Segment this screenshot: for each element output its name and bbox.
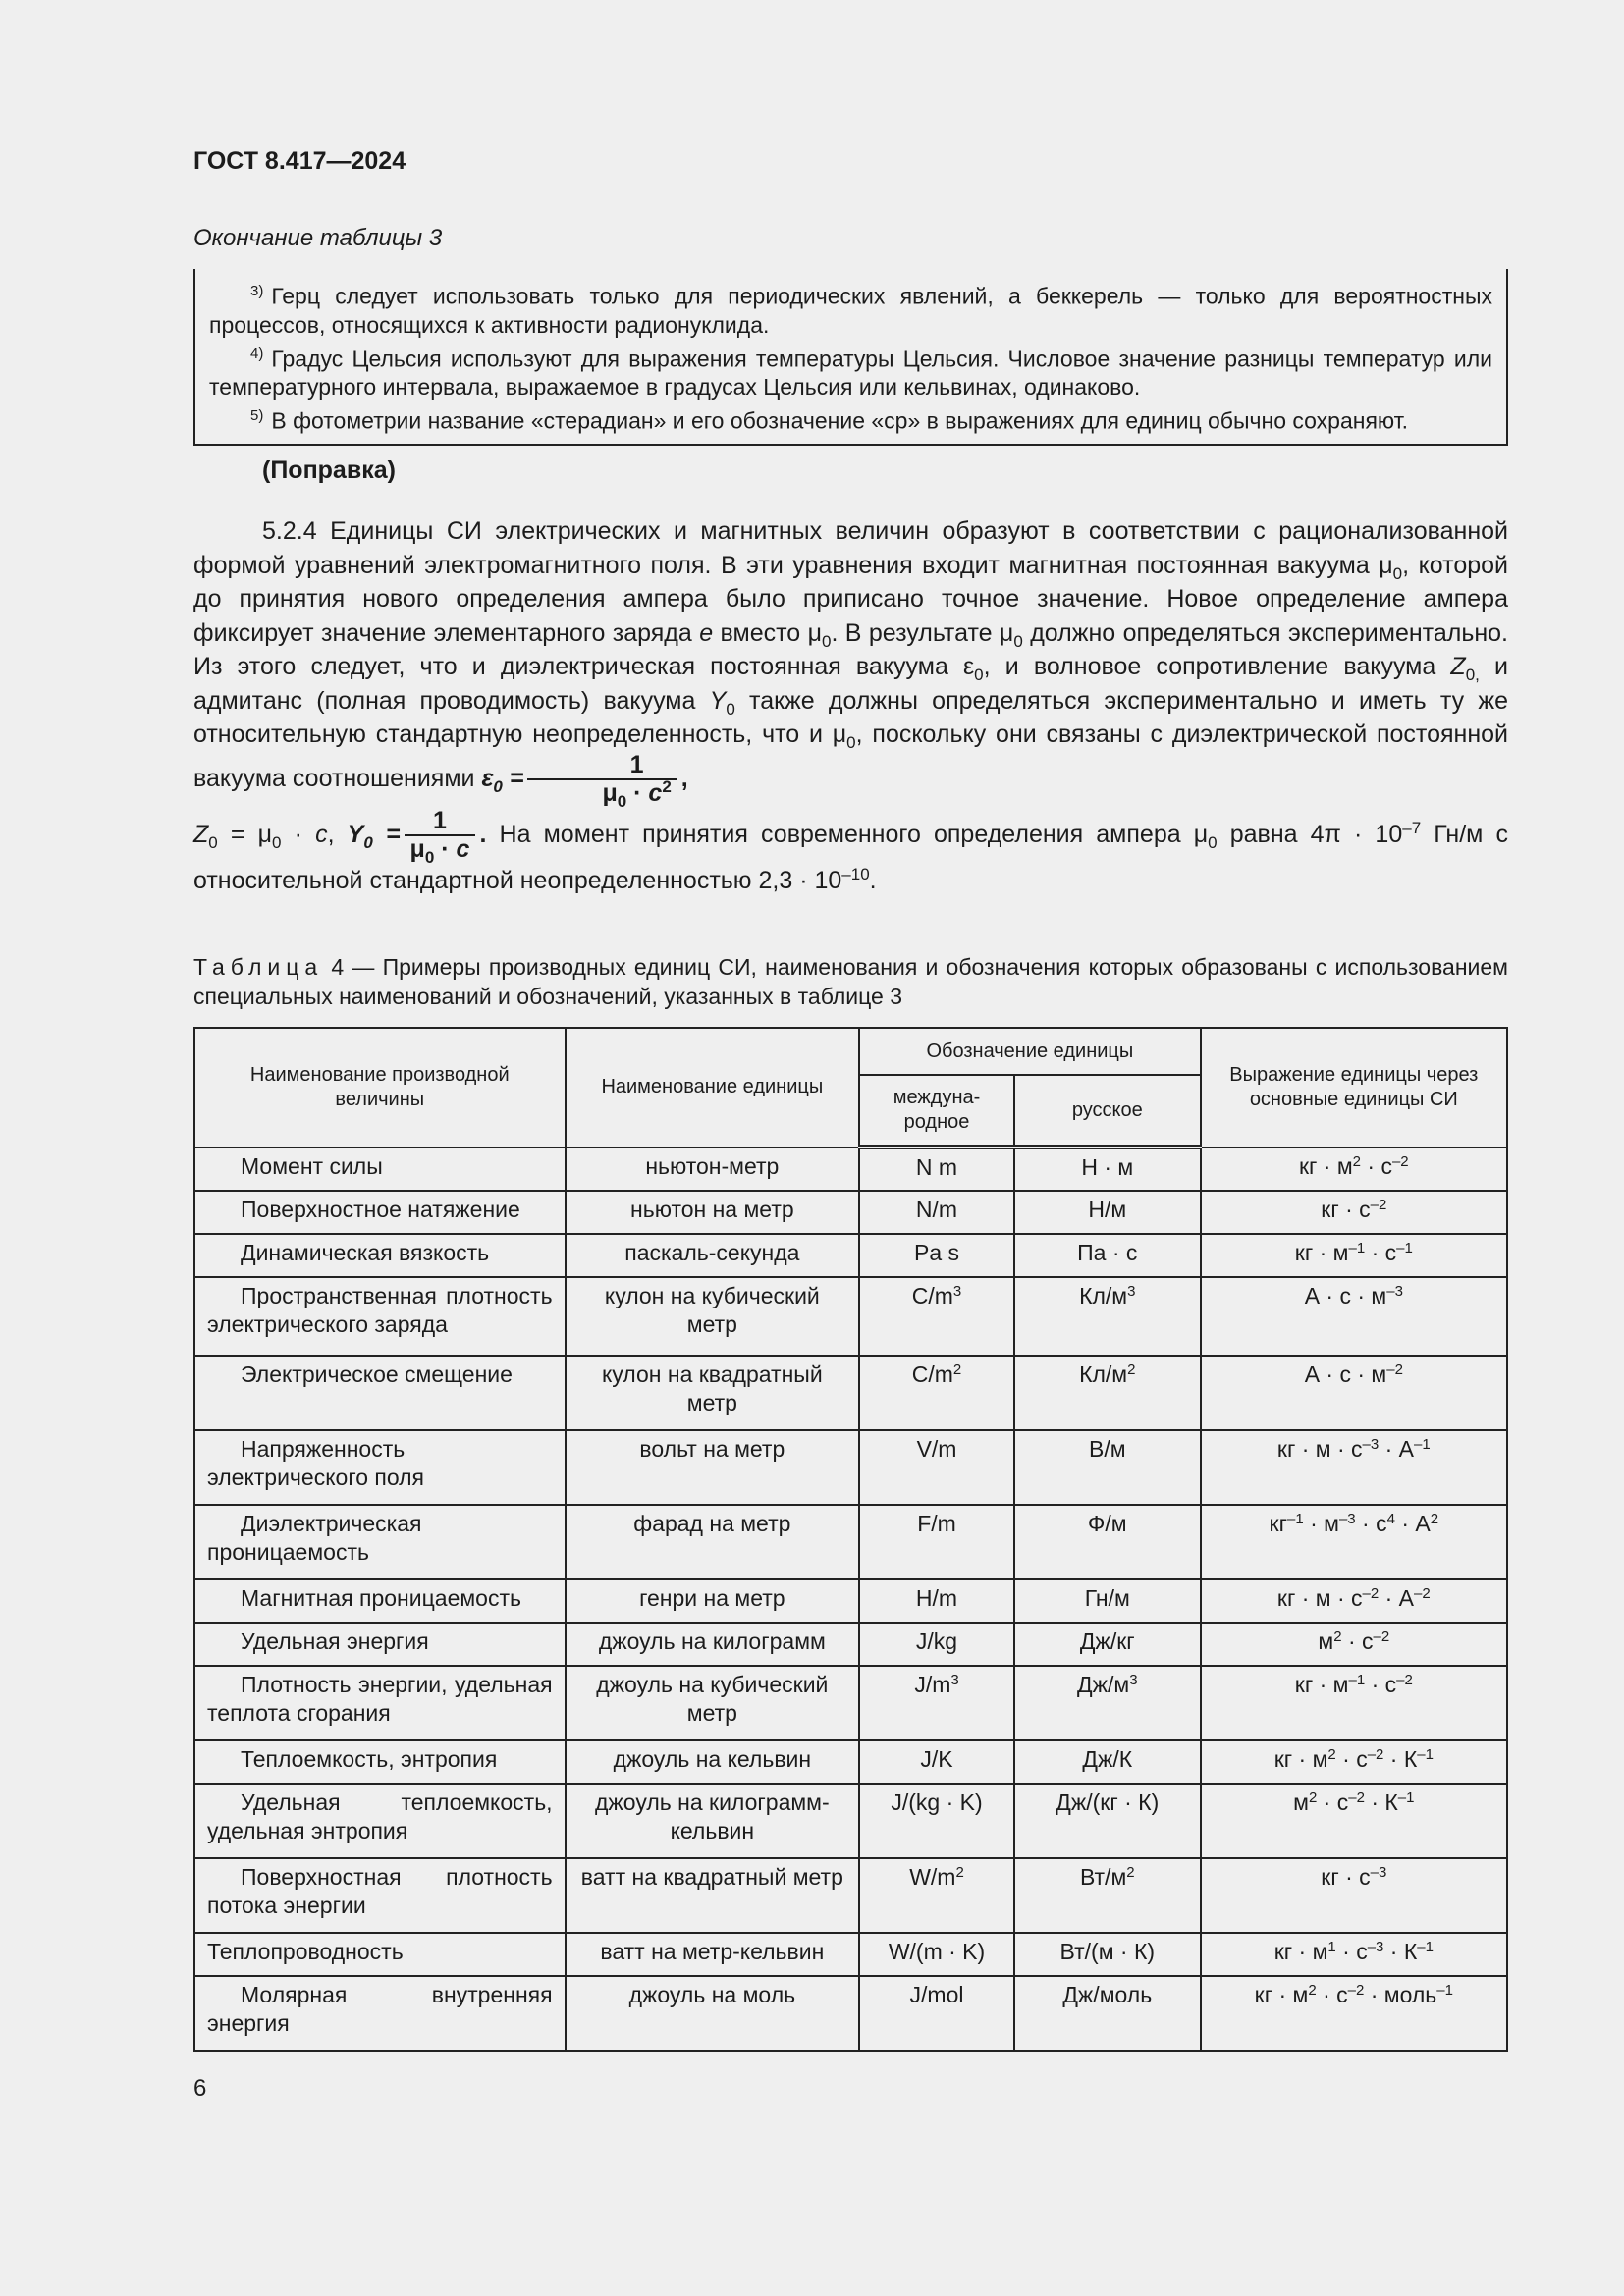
quantity-cell: Удельная энергия — [194, 1623, 566, 1666]
quantity-cell: Электрическое смещение — [194, 1356, 566, 1430]
international-symbol-cell: J/kg — [859, 1623, 1014, 1666]
table-row — [194, 1505, 1507, 1579]
international-symbol-cell: H/m — [859, 1579, 1014, 1623]
unit-name-cell: ньютон на метр — [566, 1191, 860, 1234]
quantity-cell: Удельная теплоемкость, удельная энтропия — [194, 1784, 566, 1858]
header-designation: Обозначение единицы — [859, 1028, 1201, 1075]
quantity-cell: Поверхностная плотность потока энергии — [194, 1858, 566, 1933]
amendment-label: (Поправка) — [262, 456, 396, 484]
international-symbol-cell: Pa s — [859, 1234, 1014, 1277]
section-paragraph: 5.2.4 Единицы СИ электрических и магнитных величин образуют в соответствии с рационализованной формой уравнений электромагнитного поля. В эти уравнения входит магнитная постоянная вакуума $\mu_0$, которой до принятия нового определения ампера было приписано точное значение. Новое определение ампера фиксирует значение элементарного заряда e вместо $\mu_0$. В результате $\mu_0$ должно определяться экспериментально. Из этого следует, что и диэлектрическая постоянная вакуума $\varepsilon_0$, и волновое сопротивление вакуума $Z_{0,}$ и адмитанс (полная проводимость) вакуума $Y_0$ также должны определяться экспериментально и иметь ту же относительную стандартную неопределенность, что и $\mu_0$, поскольку они связаны с диэлектрической постоянной вакуума соотношениями $\varepsilon_0$ = $\frac{1}{\mu_0 \cdot c^2}$ , $Z_0 = \mu_0 \cdot c$, $Y_0$ = $\frac{1}{\mu_0 \cdot c}$ . На момент принятия современного определения ампера $\mu_0$ равна $4\pi \cdot 10^{-7}$ Гн/м с относительной стандартной неопределенностью $2,3 \cdot 10^{-10}$. — [193, 517, 1509, 894]
base-units-expression-cell: $А \cdot с \cdot м^{-2}$ — [1201, 1356, 1507, 1430]
unit-name-cell: вольт на метр — [566, 1430, 860, 1505]
russian-symbol-cell: Дж/кг — [1014, 1623, 1201, 1666]
base-units-expression-cell: кг · $м^2 \cdot с^{-2}$ — [1201, 1148, 1507, 1191]
table-caption: Таблица 4 — Примеры производных единиц СИ, наименования и обозначения которых образованы с использованием специальных наименований и обозначений, указанных в таблице 3 — [193, 954, 1508, 1009]
header-international: междуна-родное — [859, 1075, 1014, 1148]
unit-name-cell: кулон на квадратный метр — [566, 1356, 860, 1430]
russian-symbol-cell: $Дж/м^3$ — [1014, 1666, 1201, 1740]
footnotes-box — [193, 269, 1508, 446]
quantity-cell: Динамическая вязкость — [194, 1234, 566, 1277]
russian-symbol-cell: Дж/моль — [1014, 1976, 1201, 2051]
header-quantity: Наименование производной величины — [194, 1028, 566, 1148]
base-units-expression-cell: кг · $м^{-1} \cdot с^{-1}$ — [1201, 1234, 1507, 1277]
international-symbol-cell: J/mol — [859, 1976, 1014, 2051]
russian-symbol-cell: Па · с — [1014, 1234, 1201, 1277]
unit-name-cell: паскаль-секунда — [566, 1234, 860, 1277]
base-units-expression-cell: кг · $м^2 \cdot с^{-2}$ · моль$^{-1}$ — [1201, 1976, 1507, 2051]
russian-symbol-cell: Дж/(кг · К) — [1014, 1784, 1201, 1858]
international-symbol-cell: N m — [859, 1148, 1014, 1191]
footnote: $^{5)}$ В фотометрии название «стерадиан» и его обозначение «ср» в выражениях для единиц обычно сохраняют. — [250, 407, 1409, 434]
table-row — [194, 1277, 1507, 1356]
international-symbol-cell: $J/m^3$ — [859, 1666, 1014, 1740]
table-row — [194, 1430, 1507, 1505]
quantity-cell: Теплопроводность — [194, 1933, 566, 1976]
base-units-expression-cell: $м^2 \cdot с^{-2} \cdot К^{-1}$ — [1201, 1784, 1507, 1858]
russian-symbol-cell: Дж/К — [1014, 1740, 1201, 1784]
base-units-expression-cell: $м^2 \cdot с^{-2}$ — [1201, 1623, 1507, 1666]
base-units-expression-cell: кг · $м \cdot с^{-3} \cdot А^{-1}$ — [1201, 1430, 1507, 1505]
unit-name-cell: ватт на квадратный метр — [566, 1858, 860, 1933]
quantity-cell: Пространственная плотность электрического заряда — [194, 1277, 566, 1356]
international-symbol-cell: $C/m^2$ — [859, 1356, 1014, 1430]
russian-symbol-cell: Н · м — [1014, 1148, 1201, 1191]
header-russian: русское — [1014, 1075, 1201, 1148]
table-row — [194, 1356, 1507, 1430]
document-header: ГОСТ 8.417—2024 — [193, 147, 406, 175]
quantity-cell: Теплоемкость, энтропия — [194, 1740, 566, 1784]
unit-name-cell: джоуль на килограмм-кельвин — [566, 1784, 860, 1858]
base-units-expression-cell: кг · $с^{-2}$ — [1201, 1191, 1507, 1234]
base-units-expression-cell: кг · $м^{-1} \cdot с^{-2}$ — [1201, 1666, 1507, 1740]
international-symbol-cell: $W/m^2$ — [859, 1858, 1014, 1933]
footnote: $^{4)}$ Градус Цельсия используют для выражения температуры Цельсия. Числовое значение разницы температур или температурного интервала, выражаемое в градусах Цельсия или кельвинах, одинаково. — [209, 345, 1492, 400]
unit-name-cell: фарад на метр — [566, 1505, 860, 1579]
quantity-cell: Плотность энергии, удельная теплота сгорания — [194, 1666, 566, 1740]
table-row — [194, 1666, 1507, 1740]
unit-name-cell: джоуль на кубический метр — [566, 1666, 860, 1740]
international-symbol-cell: J/K — [859, 1740, 1014, 1784]
russian-symbol-cell: Н/м — [1014, 1191, 1201, 1234]
header-unit-name: Наименование единицы — [566, 1028, 860, 1148]
quantity-cell: Поверхностное натяжение — [194, 1191, 566, 1234]
page-number: 6 — [193, 2075, 207, 2102]
table-row — [194, 1933, 1507, 1976]
base-units-expression-cell: $А \cdot с \cdot м^{-3}$ — [1201, 1277, 1507, 1356]
russian-symbol-cell: $Кл/м^2$ — [1014, 1356, 1201, 1430]
derived-units-table — [193, 1027, 1508, 2052]
table-row — [194, 1740, 1507, 1784]
quantity-cell: Магнитная проницаемость — [194, 1579, 566, 1623]
base-units-expression-cell: $кг^{-1} \cdot м^{-3} \cdot с^4 \cdot А^2$ — [1201, 1505, 1507, 1579]
international-symbol-cell: J/(kg · K) — [859, 1784, 1014, 1858]
header-expression: Выражение единицы через основные единицы СИ — [1201, 1028, 1507, 1148]
table-row — [194, 1784, 1507, 1858]
international-symbol-cell: V/m — [859, 1430, 1014, 1505]
table-row — [194, 1976, 1507, 2051]
international-symbol-cell: $C/m^3$ — [859, 1277, 1014, 1356]
table-row — [194, 1579, 1507, 1623]
unit-name-cell: генри на метр — [566, 1579, 860, 1623]
table-row — [194, 1191, 1507, 1234]
table-row — [194, 1148, 1507, 1191]
quantity-cell: Напряженность электрического поля — [194, 1430, 566, 1505]
russian-symbol-cell: Ф/м — [1014, 1505, 1201, 1579]
unit-name-cell: ньютон-метр — [566, 1148, 860, 1191]
table-continuation-label: Окончание таблицы 3 — [193, 225, 443, 251]
base-units-expression-cell: кг · $м \cdot с^{-2} \cdot А^{-2}$ — [1201, 1579, 1507, 1623]
international-symbol-cell: N/m — [859, 1191, 1014, 1234]
base-units-expression-cell: кг · $с^{-3}$ — [1201, 1858, 1507, 1933]
quantity-cell: Молярная внутренняя энергия — [194, 1976, 566, 2051]
russian-symbol-cell: Вт/(м · К) — [1014, 1933, 1201, 1976]
russian-symbol-cell: $Кл/м^3$ — [1014, 1277, 1201, 1356]
international-symbol-cell: W/(m · K) — [859, 1933, 1014, 1976]
footnote: $^{3)}$ Герц следует использовать только для периодических явлений, а беккерель — только для вероятностных процессов, относящихся к активности радионуклида. — [209, 283, 1492, 338]
quantity-cell: Диэлектрическая проницаемость — [194, 1505, 566, 1579]
russian-symbol-cell: $Вт/м^2$ — [1014, 1858, 1201, 1933]
quantity-cell: Момент силы — [194, 1148, 566, 1191]
unit-name-cell: ватт на метр-кельвин — [566, 1933, 860, 1976]
russian-symbol-cell: Гн/м — [1014, 1579, 1201, 1623]
unit-name-cell: джоуль на кельвин — [566, 1740, 860, 1784]
international-symbol-cell: F/m — [859, 1505, 1014, 1579]
table-row — [194, 1234, 1507, 1277]
russian-symbol-cell: В/м — [1014, 1430, 1201, 1505]
unit-name-cell: джоуль на моль — [566, 1976, 860, 2051]
table-row — [194, 1623, 1507, 1666]
unit-name-cell: кулон на кубический метр — [566, 1277, 860, 1356]
table-row — [194, 1858, 1507, 1933]
base-units-expression-cell: кг · $м^1 \cdot с^{-3} \cdot К^{-1}$ — [1201, 1933, 1507, 1976]
unit-name-cell: джоуль на килограмм — [566, 1623, 860, 1666]
base-units-expression-cell: кг · $м^2 \cdot с^{-2} \cdot К^{-1}$ — [1201, 1740, 1507, 1784]
